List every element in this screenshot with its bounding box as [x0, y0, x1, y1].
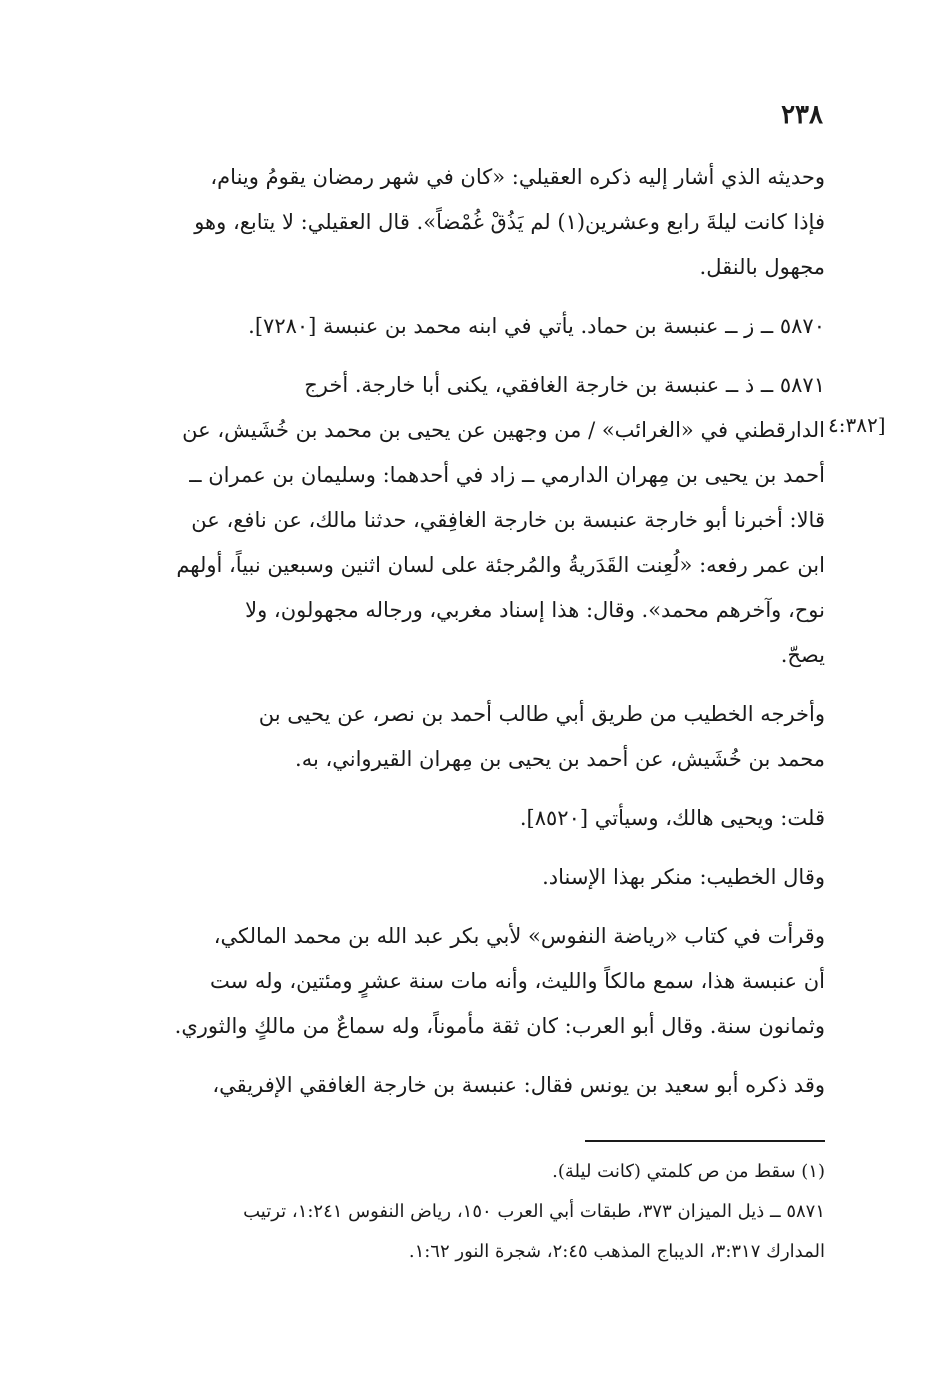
- paragraph: [100, 155, 825, 290]
- body-text: [100, 155, 825, 1122]
- text-line: يصحّ.: [780, 643, 825, 667]
- text-line: ٥٨٧١ ــ ذ ــ عنبسة بن خارجة الغافقي، يكنى أبا خارجة. أخرج: [304, 373, 825, 397]
- text-line: نوح، وآخرهم محمد». وقال: هذا إسناد مغربي، ورجاله مجهولون، ولا: [245, 598, 825, 622]
- text-line: وأخرجه الخطيب من طريق أبي طالب أحمد بن نصر، عن يحيى بن: [258, 702, 825, 726]
- page-number: ٢٣٨: [781, 100, 823, 130]
- paragraph: [100, 304, 825, 349]
- text-line: قلت: ويحيى هالك، وسيأتي [٨٥٢٠].: [519, 806, 825, 830]
- text-line: وحديثه الذي أشار إليه ذكره العقيلي: «كان في شهر رمضان يقومُ وينام،: [210, 165, 825, 189]
- paragraph: [100, 1063, 825, 1108]
- footnote-line: المدارك ٣:٣١٧، الديباج المذهب ٢:٤٥، شجرة النور ١:٦٢.: [408, 1241, 825, 1262]
- text-line: وقرأت في كتاب «رياضة النفوس» لأبي بكر عبد الله بن محمد المالكي،: [213, 924, 825, 948]
- text-line: الدارقطني في «الغرائب» / من وجهين عن يحيى بن محمد بن خُشَيش، عن: [182, 418, 825, 442]
- text-line: وثمانون سنة. وقال أبو العرب: كان ثقة مأموناً، وله سماعٌ من مالكٍ والثوري.: [174, 1014, 825, 1038]
- paragraph: [100, 796, 825, 841]
- footnotes: [100, 1152, 825, 1272]
- text-line: أحمد بن يحيى بن مِهران الدارمي ــ زاد في أحدهما: وسليمان بن عمران ــ: [189, 463, 825, 487]
- text-line: فإذا كانت ليلةَ رابع وعشرين(١) لم يَذُقْ غُمْضاً». قال العقيلي: لا يتابع، وهو: [194, 210, 825, 234]
- footnote-divider: [585, 1140, 825, 1142]
- paragraph: [100, 363, 825, 678]
- text-line: ابن عمر رفعه: «لُعِنت القَدَريةُ والمُرجئة على لسان اثنين وسبعين نبياً، أولهم: [176, 553, 825, 577]
- paragraph: [100, 855, 825, 900]
- margin-note: [٤:٣٨٢: [828, 413, 886, 437]
- text-line: وقد ذكره أبو سعيد بن يونس فقال: عنبسة بن خارجة الغافقي الإفريقي،: [212, 1073, 825, 1097]
- footnote-line: (١) سقط من ص كلمتي (كانت ليلة).: [552, 1161, 825, 1182]
- paragraph: [100, 914, 825, 1049]
- text-line: وقال الخطيب: منكر بهذا الإسناد.: [542, 865, 825, 889]
- text-line: محمد بن خُشَيش، عن أحمد بن يحيى بن مِهران القيرواني، به.: [295, 747, 825, 771]
- text-line: ٥٨٧٠ ــ ز ــ عنبسة بن حماد. يأتي في ابنه محمد بن عنبسة [٧٢٨٠].: [248, 314, 825, 338]
- footnote-line: ٥٨٧١ ــ ذيل الميزان ٣٧٣، طبقات أبي العرب ١٥٠، رياض النفوس ١:٢٤١، ترتيب: [243, 1201, 825, 1222]
- text-line: أن عنبسة هذا، سمع مالكاً والليث، وأنه مات سنة عشرٍ ومئتين، وله ست: [210, 969, 825, 993]
- text-line: مجهول بالنقل.: [699, 255, 825, 279]
- paragraph: [100, 692, 825, 782]
- text-line: قالا: أخبرنا أبو خارجة عنبسة بن خارجة الغافِقي، حدثنا مالك، عن نافع، عن: [191, 508, 825, 532]
